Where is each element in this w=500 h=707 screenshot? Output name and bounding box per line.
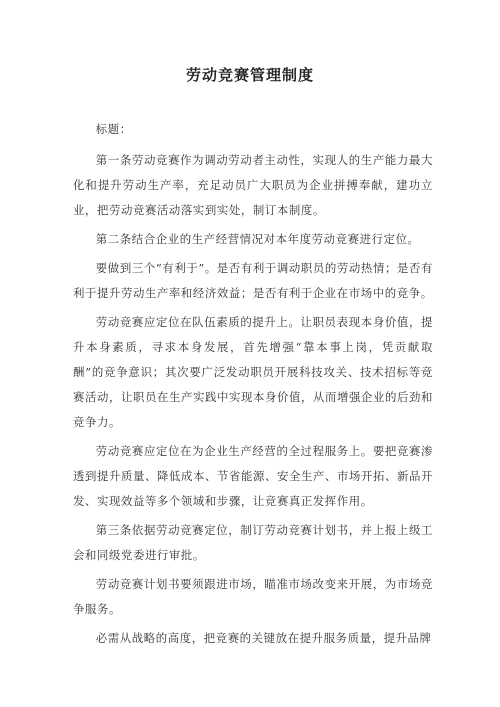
paragraph-strategy: 必需从战略的高度，把竞赛的关键放在提升服务质量，提升品牌 bbox=[95, 631, 432, 645]
paragraph-three-benefits: 要做到三个“有利于”。是否有利于调动职员的劳动热情；是否有利于提升劳动生产率和经济效益；是否有利于企业在市场中的竞争。 bbox=[73, 261, 433, 300]
paragraph-article-1: 第一条劳动竞赛作为调动劳动者主动性，实现人的生产能力最大化和提升劳动生产率，充足动员广大职员为企业拼搏奉献，建功立业，把劳动竞赛活动落实到实处，制订本制度。 bbox=[73, 153, 433, 217]
paragraph-plan-market: 劳动竞赛计划书要须跟进市场，瞄准市场改变来开展，为市场竞争服务。 bbox=[73, 577, 433, 616]
document-body bbox=[73, 117, 433, 655]
paragraph-article-3: 第三条依据劳动竞赛定位，制订劳动竞赛计划书，并上报上级工会和同级党委进行审批。 bbox=[73, 523, 433, 562]
page-title: 劳动竞赛管理制度 bbox=[185, 66, 314, 84]
title-label: 标题： bbox=[95, 122, 132, 136]
paragraph-team-quality: 劳动竞赛应定位在队伍素质的提升上。让职员表现本身价值，提升本身素质，寻求本身发展，首先增强“靠本事上岗，凭贡献取酬”的竞争意识；其次要广泛发动职员开展科技攻关、技术招标等竞赛活动，让职员在生产实践中实现本身价值，从而增强企业的后劲和竞争力。 bbox=[73, 315, 433, 429]
paragraph-article-2: 第二条结合企业的生产经营情况对本年度劳动竞赛进行定位。 bbox=[95, 232, 420, 246]
paragraph-whole-process: 劳动竞赛应定位在为企业生产经营的全过程服务上。要把竞赛渗透到提升质量、降低成本、节省能源、安全生产、市场开拓、新品开发、实现效益等多个领域和步骤，让竞赛真正发挥作用。 bbox=[73, 444, 433, 508]
